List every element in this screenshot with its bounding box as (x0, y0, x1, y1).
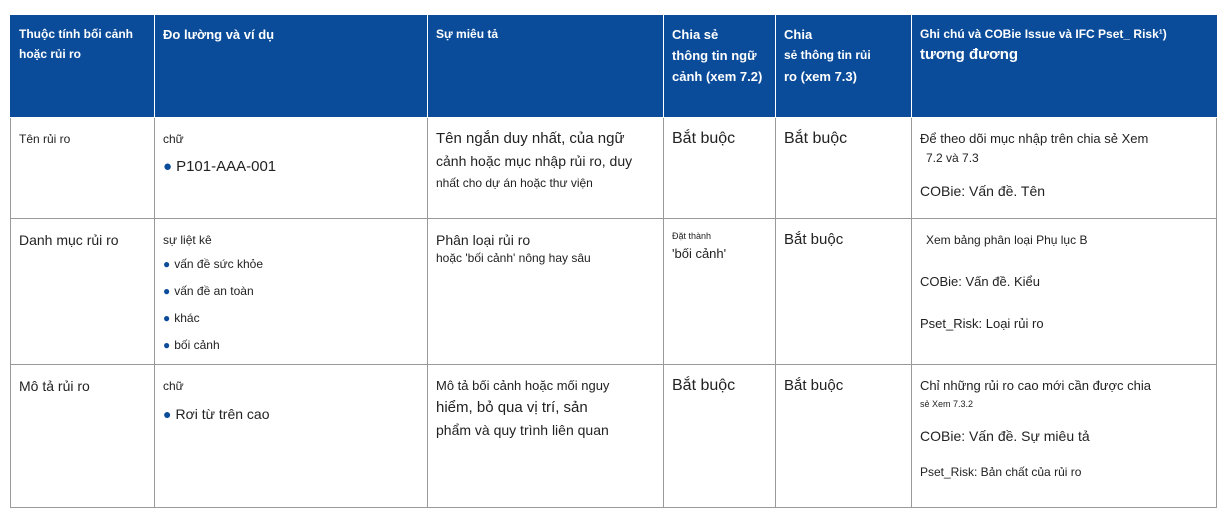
bullet-icon: ● (163, 157, 173, 175)
context-share-cell: Bắt buộc (664, 364, 776, 507)
attribute-name: Mô tả rủi ro (19, 377, 90, 394)
list-item: ● khác (163, 310, 200, 325)
list-item: ● vấn đề an toàn (163, 283, 254, 298)
header-description: Sự miêu tả (428, 15, 664, 117)
risk-share-cell: Bắt buộc (776, 364, 912, 507)
bullet-icon: ● (163, 256, 171, 271)
attribute-cell (11, 364, 155, 507)
description-cell: Mô tả bối cảnh hoặc mối nguy hiểm, bỏ qua vị trí, sản phẩm và quy trình liên quan (428, 364, 664, 507)
notes-cell: Xem bảng phân loại Phụ lục B COBie: Vấn đề. Kiểu Pset_Risk: Loại rủi ro (912, 218, 1217, 364)
context-share-cell: Đặt thành 'bối cảnh' (664, 218, 776, 364)
header-attribute: Thuộc tính bối cảnh hoặc rủi ro (11, 15, 155, 117)
header-risk-share: Chia sẻ thông tin rủi ro (xem 7.3) (776, 15, 912, 117)
table-row (11, 364, 1217, 507)
measure-cell (155, 218, 428, 364)
header-context-share: Chia sẻ thông tin ngữ cảnh (xem 7.2) (664, 15, 776, 117)
measure-label: chữ (163, 131, 184, 146)
notes-cell: Chỉ những rủi ro cao mới cần được chia sẻ Xem 7.3.2 COBie: Vấn đề. Sự miêu tả Pset_Risk: Bản chất của rủi ro (912, 364, 1217, 507)
header-notes: Ghi chú và COBie Issue và IFC Pset_ Risk¹) tương đương (912, 15, 1217, 117)
table-row (11, 218, 1217, 364)
attribute-name: Danh mục rủi ro (19, 231, 119, 248)
description-cell: Tên ngắn duy nhất, của ngữ cảnh hoặc mục nhập rủi ro, duy nhất cho dự án hoặc thư viện (428, 117, 664, 218)
list-item: ● vấn đề sức khỏe (163, 256, 264, 271)
attribute-name: Tên rủi ro (19, 131, 71, 146)
context-share-cell: Bắt buộc (664, 117, 776, 218)
bullet-icon: ● (163, 310, 171, 325)
table-row (11, 117, 1217, 218)
header-measure: Đo lường và ví dụ (155, 15, 428, 117)
risk-share-cell: Bắt buộc (776, 117, 912, 218)
header-row (11, 15, 1217, 117)
attribute-cell (11, 117, 155, 218)
notes-cell: Để theo dõi mục nhập trên chia sẻ Xem 7.2 và 7.3 COBie: Vấn đề. Tên (912, 117, 1217, 218)
list-item: ● bối cảnh (163, 337, 220, 352)
measure-cell (155, 117, 428, 218)
list-item: ● P101-AAA-001 (163, 157, 277, 175)
description-cell: Phân loại rủi ro hoặc 'bối cảnh' nông hay sâu (428, 218, 664, 364)
risk-share-cell: Bắt buộc (776, 218, 912, 364)
risk-attribute-table (10, 15, 1217, 508)
bullet-icon: ● (163, 283, 171, 298)
list-item: ● Rơi từ trên cao (163, 405, 270, 422)
risk-attribute-table-wrapper (10, 15, 1216, 508)
measure-label: chữ (163, 378, 184, 393)
bullet-icon: ● (163, 405, 172, 422)
measure-label: sự liệt kê (163, 232, 212, 247)
measure-cell (155, 364, 428, 507)
attribute-cell (11, 218, 155, 364)
bullet-icon: ● (163, 337, 171, 352)
